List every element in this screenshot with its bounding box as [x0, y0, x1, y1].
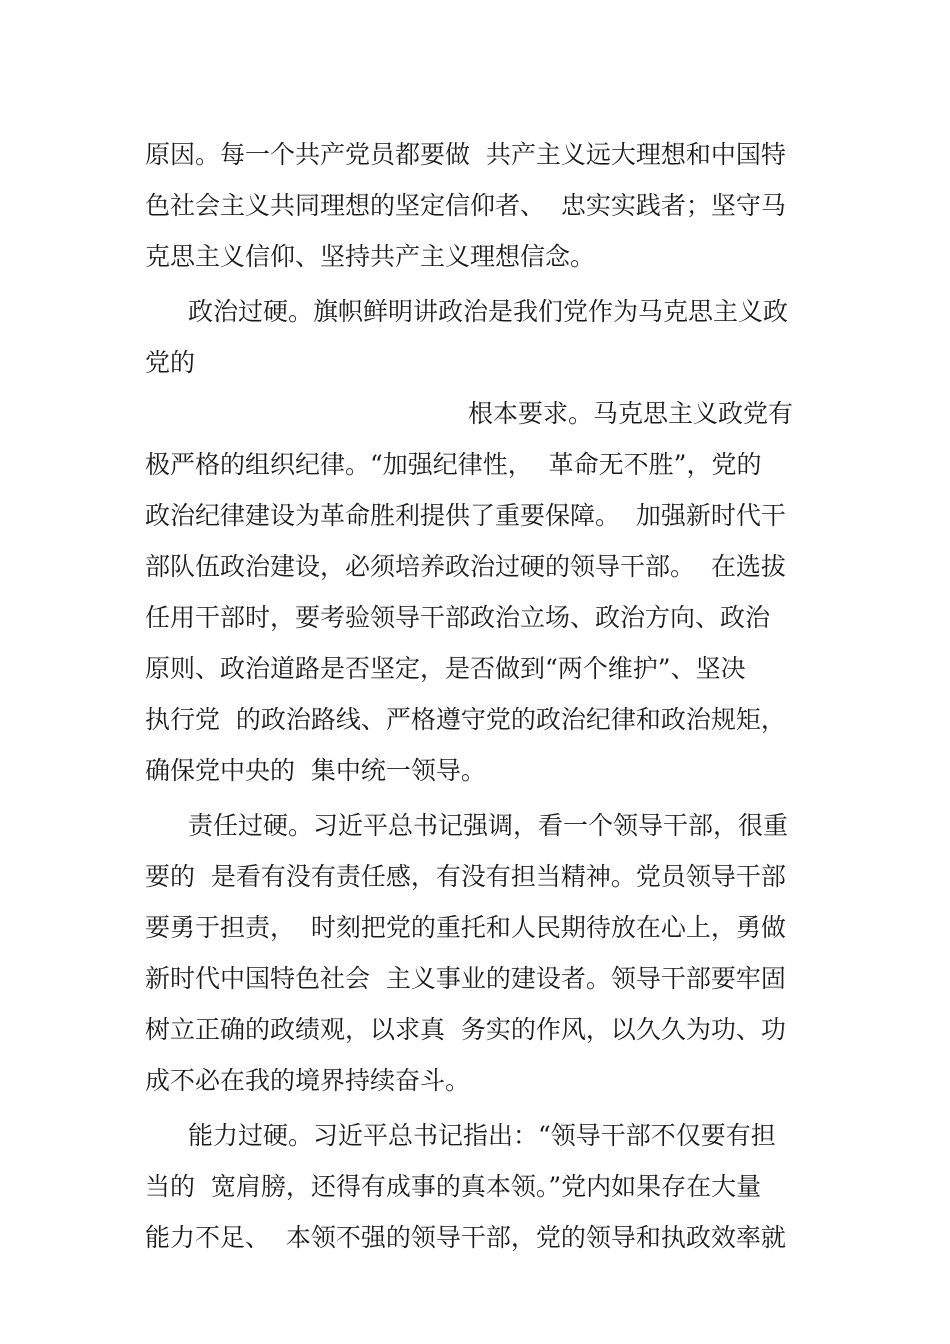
text-line: 根本要求。马克思主义政党有: [468, 399, 794, 428]
text-line: 克思主义信仰、坚持共产主义理想信念。: [145, 242, 596, 271]
text-line: 任用干部时，要考验领导干部政治立场、政治方向、政治: [145, 603, 771, 632]
text-line: 原则、政治道路是否坚定，是否做到“两个维护”、坚决: [145, 654, 746, 683]
text-line: 党的: [145, 348, 196, 377]
document-body: [145, 129, 810, 1263]
text-line: 确保党中央的 集中统一领导。: [145, 756, 486, 785]
text-line: 要勇于担责， 时刻把党的重托和人民期待放在心上，勇做: [145, 913, 786, 942]
paragraph-4: [145, 1110, 810, 1263]
text-line: 政治纪律建设为革命胜利提供了重要保障。 加强新时代干: [145, 501, 786, 530]
text-line: 能力不足、 本领不强的领导干部，党的领导和执政效率就: [145, 1223, 786, 1252]
text-line: 部队伍政治建设，必须培养政治过硬的领导干部。 在选拔: [145, 552, 786, 581]
text-line: 要的 是看有没有责任感，有没有担当精神。党员领导干部: [145, 862, 786, 891]
text-line: 责任过硬。习近平总书记强调，看一个领导干部，很重: [188, 811, 789, 840]
text-line: 政治过硬。旗帜鲜明讲政治是我们党作为马克思主义政: [188, 297, 789, 326]
text-line: 原因。每一个共产党员都要做 共产主义远大理想和中国特: [145, 140, 786, 169]
text-line: 色社会主义共同理想的坚定信仰者、 忠实实践者；坚守马: [145, 191, 786, 220]
text-line: 能力过硬。习近平总书记指出：“领导干部不仅要有担: [188, 1121, 776, 1150]
text-line: 极严格的组织纪律。“加强纪律性， 革命无不胜”，党的: [145, 450, 762, 479]
text-line: 执行党 的政治路线、严格遵守党的政治纪律和政治规矩，: [145, 705, 786, 734]
paragraph-1: [145, 129, 810, 282]
text-line: 成不必在我的境界持续奋斗。: [145, 1066, 471, 1095]
text-line: 新时代中国特色社会 主义事业的建设者。领导干部要牢固: [145, 964, 786, 993]
text-line: 当的 宽肩膀，还得有成事的真本领。”党内如果存在大量: [145, 1172, 762, 1201]
text-line: 树立正确的政绩观，以求真 务实的作风，以久久为功、功: [145, 1015, 786, 1044]
paragraph-2: [145, 286, 810, 796]
paragraph-3: [145, 800, 810, 1106]
